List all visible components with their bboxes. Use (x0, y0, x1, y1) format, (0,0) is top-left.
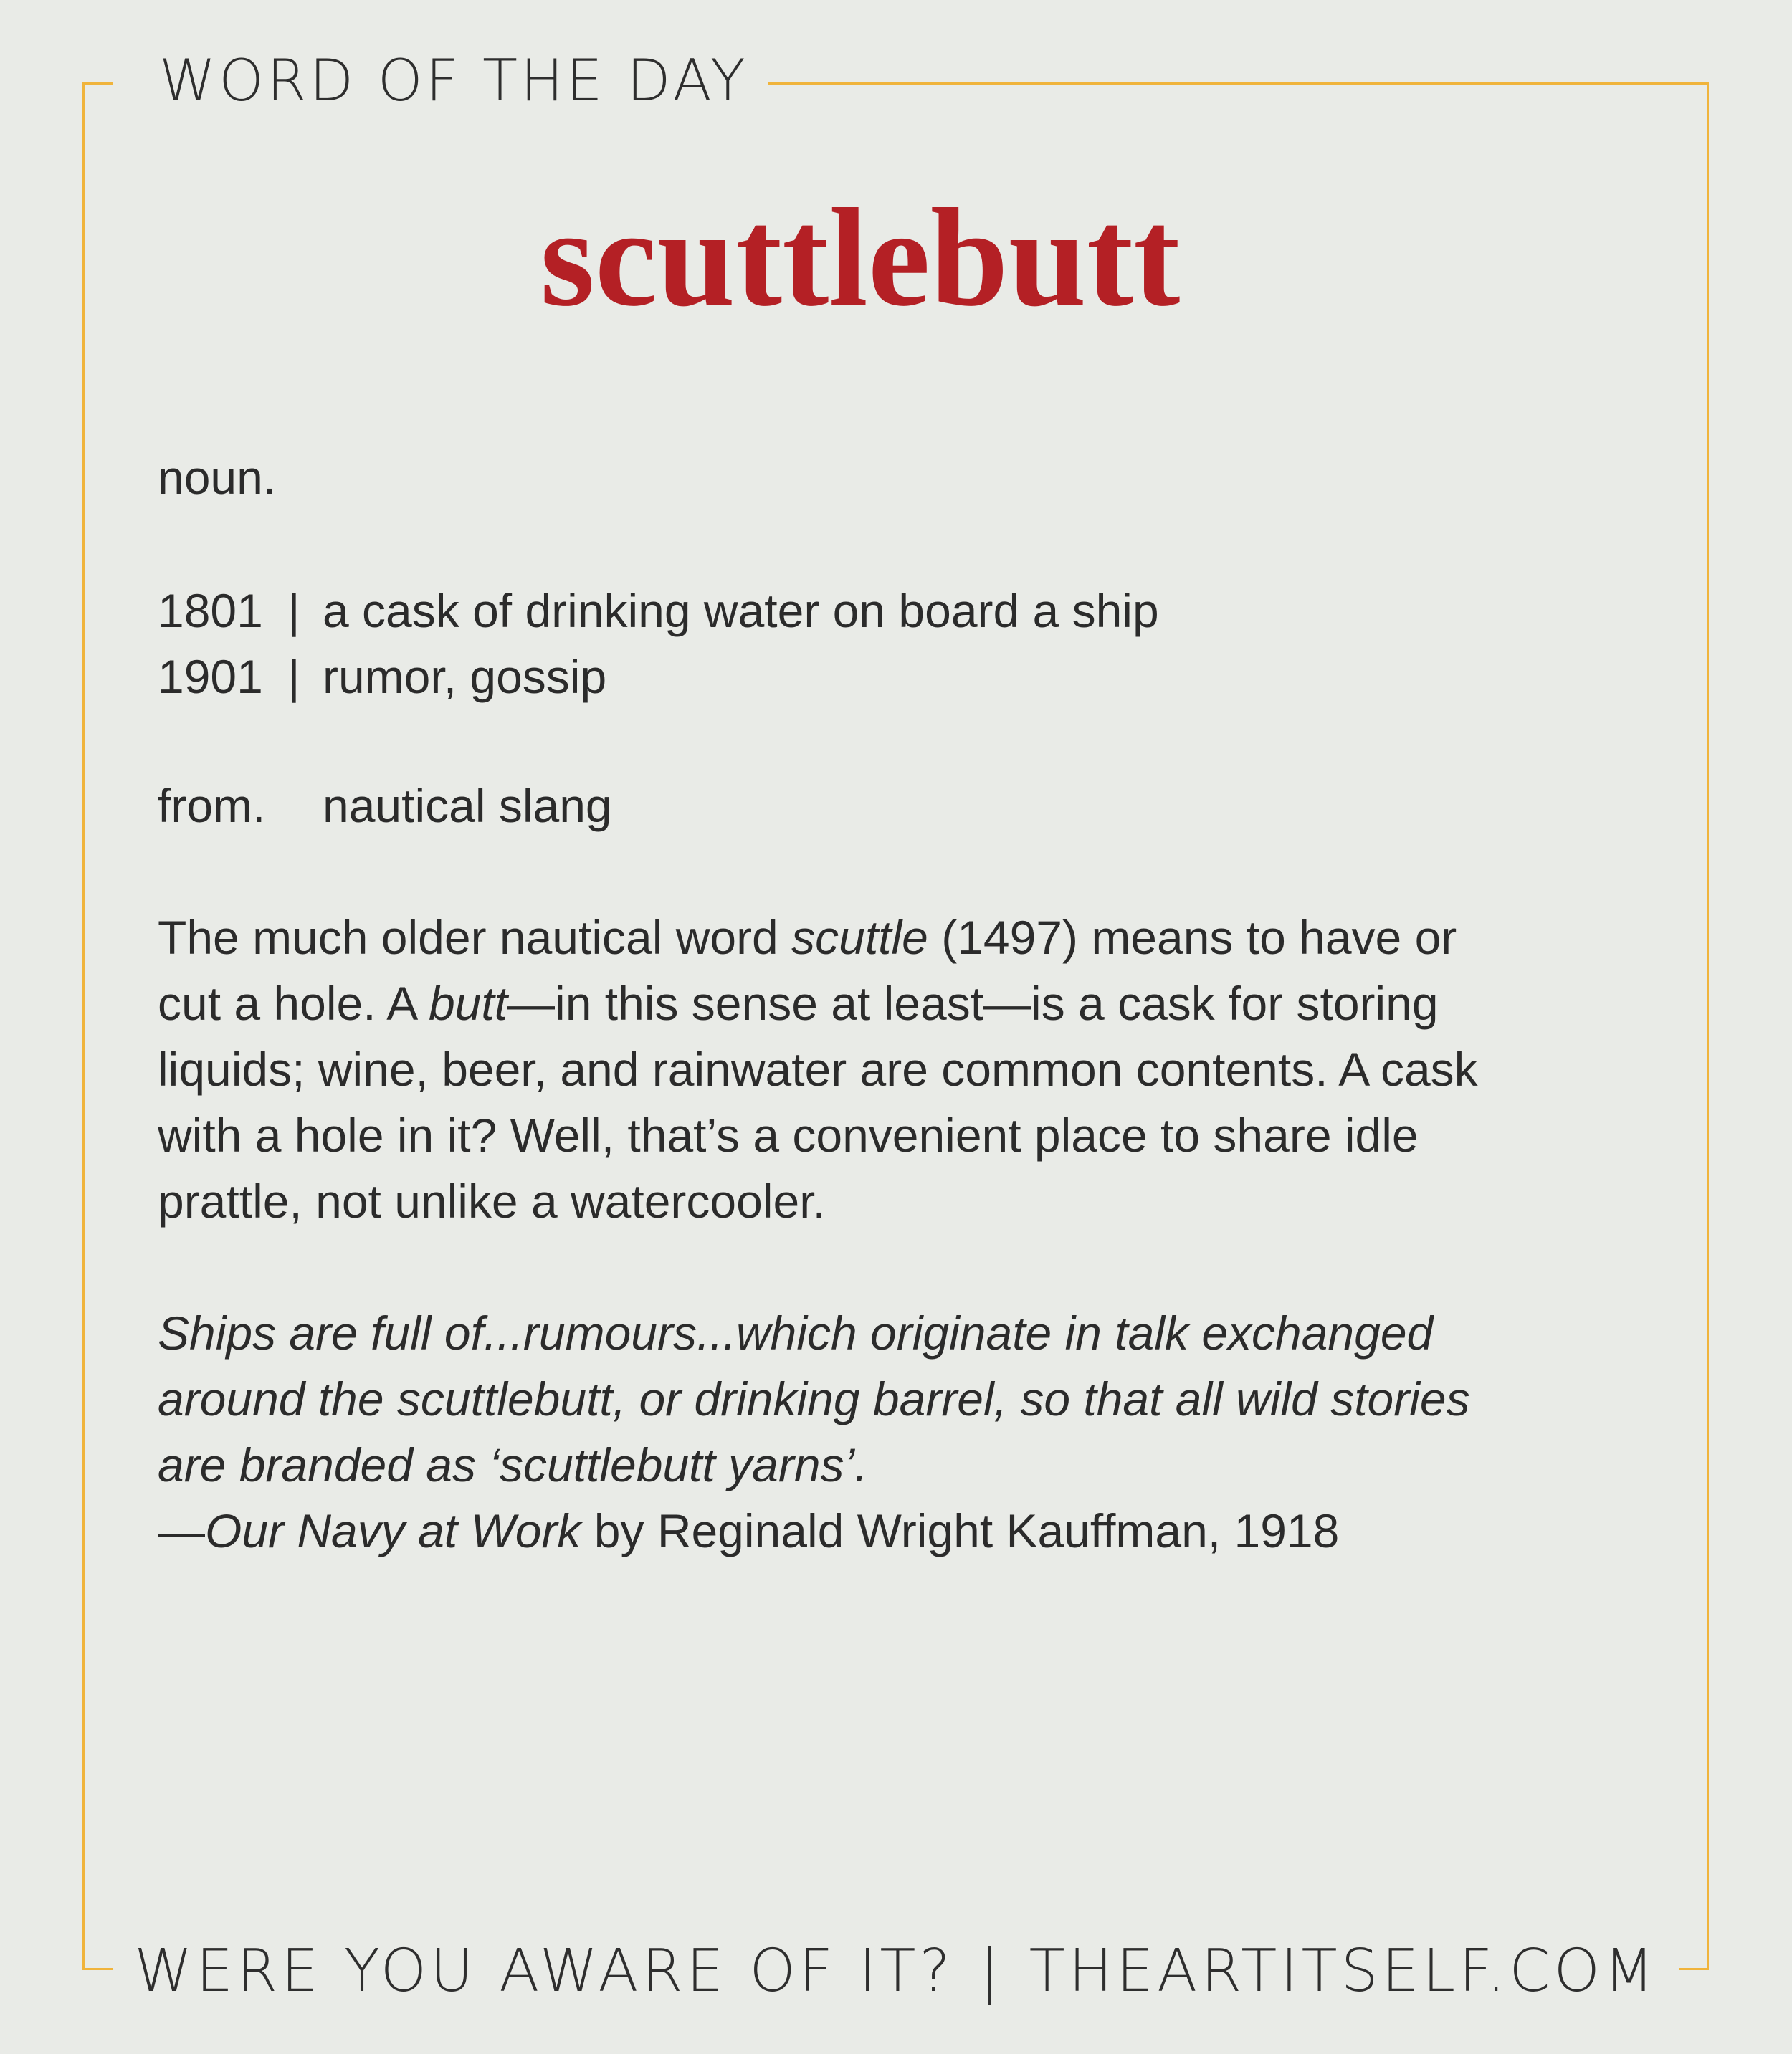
quote-attribution (158, 1498, 1627, 1564)
emphasized-word: scuttle (791, 911, 928, 964)
quote-line: around the scuttlebutt, or drinking barrel, so that all wild stories (158, 1372, 1470, 1425)
explanation-paragraph (158, 904, 1627, 1234)
explanation-line (158, 970, 1627, 1036)
sense-year: 1801 (158, 584, 263, 637)
explanation-text: The much older nautical word (158, 911, 792, 964)
attribution-dash: — (158, 1504, 205, 1557)
explanation-line: prattle, not unlike a watercooler. (158, 1175, 826, 1228)
explanation-text: cut a hole. A (158, 977, 429, 1030)
frame-right-side (1707, 82, 1709, 1970)
footer-site-link[interactable]: THEARTITSELF.COM (1029, 1937, 1658, 2005)
frame-left-side (82, 82, 85, 1970)
quote-line: Ships are full of...rumours...which originate in talk exchanged (158, 1307, 1434, 1360)
explanation-line: liquids; wine, beer, and rainwater are common contents. A cask (158, 1043, 1478, 1096)
sense-item (158, 578, 1627, 644)
sense-year: 1901 (158, 650, 263, 703)
sense-separator: | (287, 650, 300, 703)
frame-top-right-segment (768, 82, 1709, 85)
sense-definition: a cask of drinking water on board a ship (323, 584, 1159, 637)
origin-label: from. (158, 779, 266, 832)
sense-list (158, 578, 1627, 710)
attribution-author: by Reginald Wright Kauffman, 1918 (581, 1504, 1340, 1557)
source-title: Our Navy at Work (205, 1504, 581, 1557)
sense-separator: | (287, 584, 300, 637)
frame-top-left-segment (82, 82, 113, 85)
explanation-text: (1497) means to have or (928, 911, 1457, 964)
footer-separator: | (979, 1937, 1004, 2005)
explanation-text: —in this sense at least—is a cask for storing (507, 977, 1439, 1030)
sense-item (158, 644, 1627, 710)
explanation-line: with a hole in it? Well, that’s a convenient place to share idle (158, 1109, 1419, 1162)
sense-definition: rumor, gossip (323, 650, 607, 703)
footer-question: WERE YOU AWARE OF IT? (134, 1937, 954, 2005)
quotation (158, 1300, 1627, 1498)
origin-value: nautical slang (323, 779, 612, 832)
emphasized-word: butt (428, 977, 508, 1030)
header-label: WORD OF THE DAY (159, 47, 748, 114)
headword: scuttlebutt (540, 180, 1181, 335)
part-of-speech: noun. (158, 451, 277, 504)
quote-line: are branded as ‘scuttlebutt yarns’. (158, 1438, 868, 1491)
origin (158, 773, 1627, 839)
explanation-line (158, 904, 1627, 970)
footer (0, 1932, 1792, 2011)
